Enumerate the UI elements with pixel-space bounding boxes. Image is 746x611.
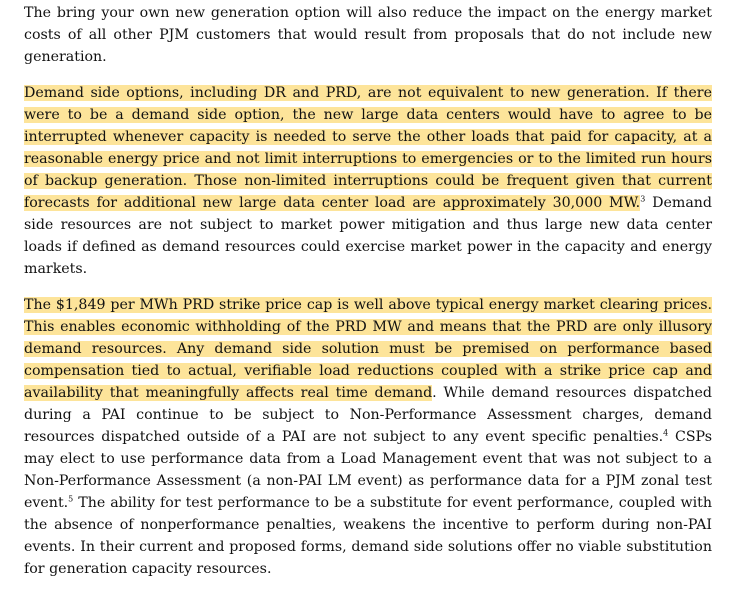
paragraph-text: CSPs may elect to use performance data from a Load Management event that was not subject to a Non-Performance Assessment (a non-PAI LM event) as performance data for a PJM zonal test event. [24,429,713,511]
paragraph-text: Demand side resources are not subject to market power mitigation and thus large new data center loads if defined as demand resources could exercise market power in the capacity and energy markets. [24,195,713,277]
paragraph-prd-strike-price [24,294,712,580]
footnote-marker[interactable]: 5 [68,494,74,504]
paragraph-text: . While demand resources dispatched during a PAI continue to be subject to Non-Performance Assessment charges, demand resources dispatched outside of a PAI are not subject to any event specific penalties. [24,385,712,445]
highlighted-text: The $1,849 per MWh PRD strike price cap is well above typical energy market clearing prices. This enables economic withholding of the PRD MW and means that the PRD are only illusory demand resources. Any demand side solution must be premised on performance based compensation tied to actual, verifiable load reductions coupled with a strike price cap and availability that meaningfully affects real time demand [24,297,712,401]
footnote-marker[interactable]: 4 [663,428,669,438]
highlighted-text: Demand side options, including DR and PRD, are not equivalent to new generation. If there were to be a demand side option, the new large data centers would have to agree to be interrupted whenever capacity is needed to serve the other loads that paid for capacity, at a reasonable energy price and not limit interruptions to emergencies or to the limited run hours of backup generation. Those non-limited interruptions could be frequent given that current forecasts for additional new large data center load are approximately 30,000 MW. [24,85,712,211]
footnote-marker[interactable]: 3 [640,194,646,204]
paragraph-text: The ability for test performance to be a substitute for event performance, coupled with the absence of nonperformance penalties, weakens the incentive to perform during non-PAI events. In their current and proposed forms, demand side solutions offer no viable substitution for generation capacity resources. [24,495,712,577]
paragraph-new-generation [24,2,712,68]
paragraph-text: The bring your own new generation option will also reduce the impact on the energy market costs of all other PJM customers that would result from proposals that do not include new generation. [24,5,712,65]
paragraph-demand-side-options [24,82,712,280]
document-page [24,2,712,594]
